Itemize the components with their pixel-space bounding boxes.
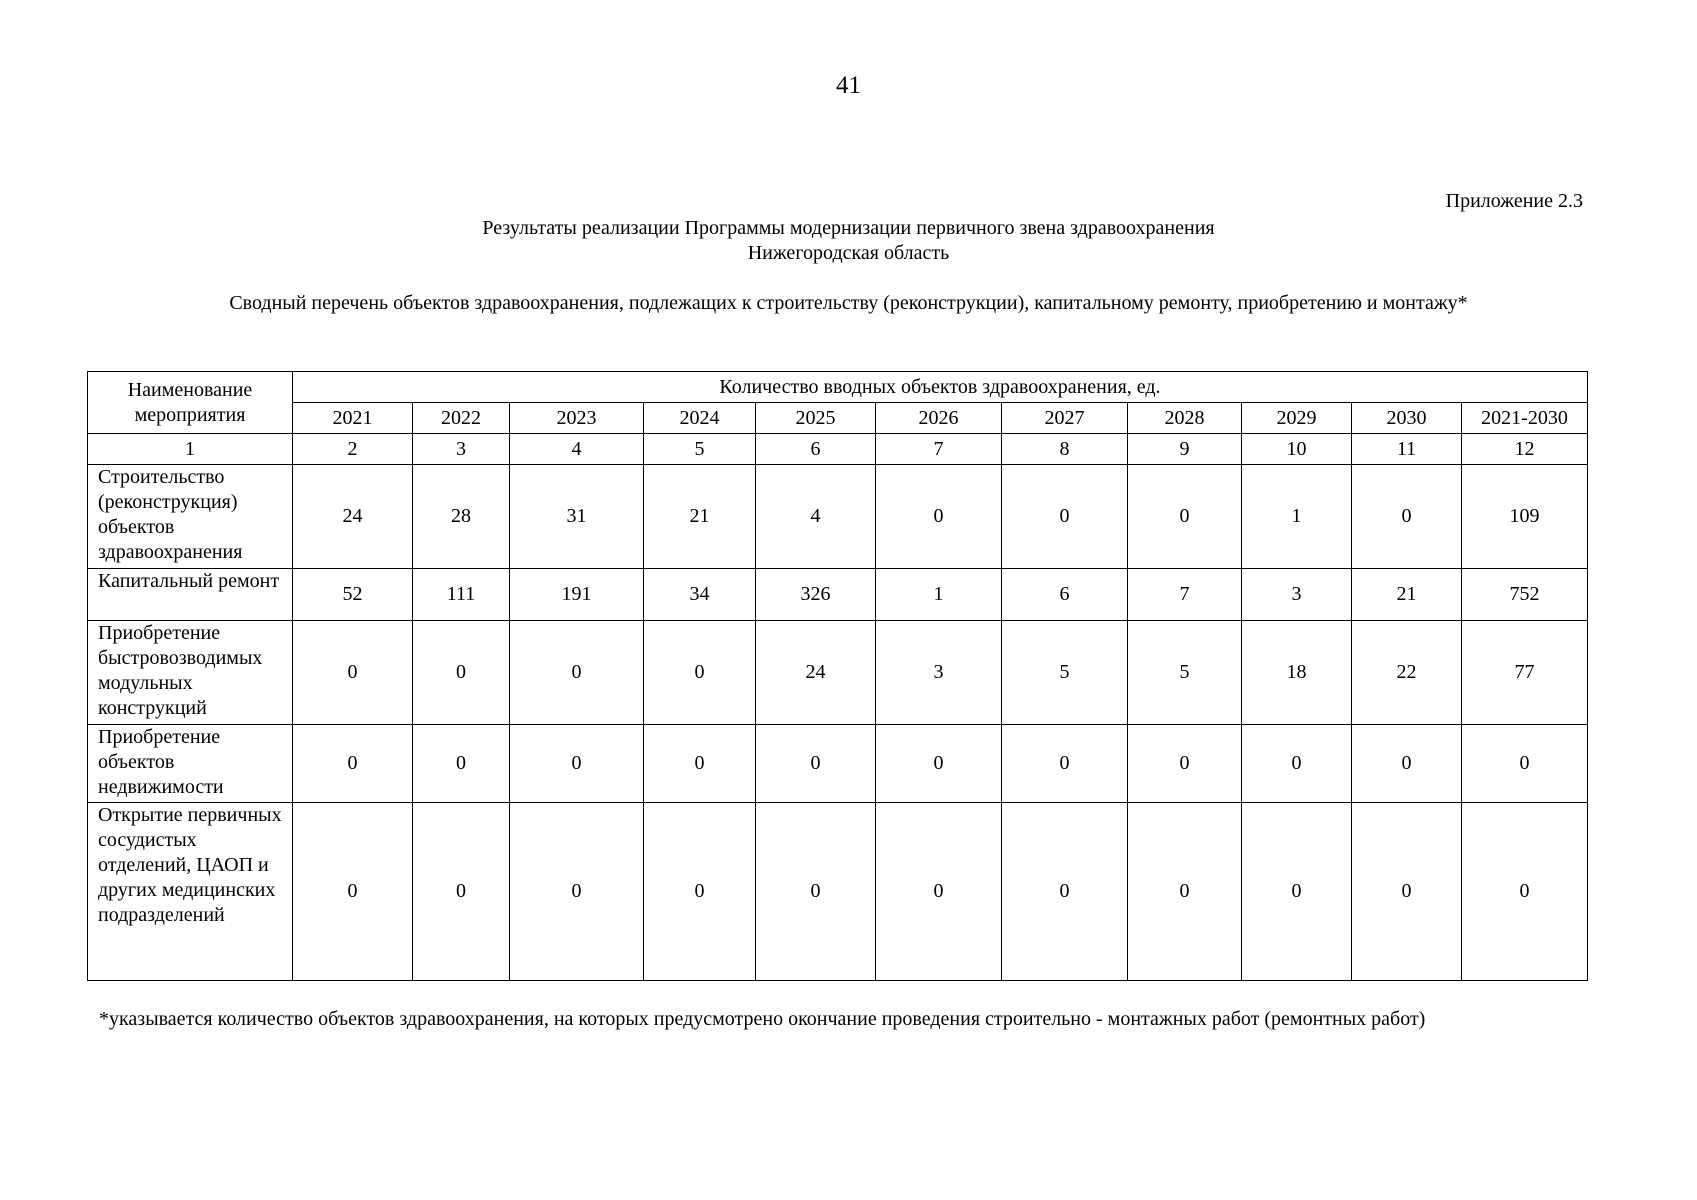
value-cell: 0: [644, 621, 756, 725]
year-header: 2022: [413, 403, 510, 434]
year-header: 2029: [1242, 403, 1352, 434]
value-cell: 326: [756, 569, 876, 621]
value-cell: 0: [644, 725, 756, 803]
value-cell: 28: [413, 465, 510, 569]
column-number: 5: [644, 434, 756, 465]
value-cell: 109: [1462, 465, 1588, 569]
column-number: 10: [1242, 434, 1352, 465]
value-cell: 31: [510, 465, 644, 569]
value-cell: 4: [756, 465, 876, 569]
column-number: 1: [88, 434, 293, 465]
value-cell: 0: [1462, 803, 1588, 981]
value-cell: 0: [413, 803, 510, 981]
summary-table: [87, 371, 1588, 981]
quantity-group-header: Количество вводных объектов здравоохранения, ед.: [293, 372, 1588, 403]
value-cell: 0: [1002, 725, 1128, 803]
activity-name-cell: Капитальный ремонт: [88, 569, 293, 621]
value-cell: 24: [756, 621, 876, 725]
document-title: Результаты реализации Программы модернизации первичного звена здравоохранения: [482, 217, 1215, 239]
year-header: 2021: [293, 403, 413, 434]
column-number: 11: [1352, 434, 1462, 465]
column-number-row: [88, 434, 1588, 465]
year-header: 2030: [1352, 403, 1462, 434]
value-cell: 21: [1352, 569, 1462, 621]
value-cell: 1: [1242, 465, 1352, 569]
region-name: Нижегородская область: [747, 242, 950, 264]
value-cell: 6: [1002, 569, 1128, 621]
table-row: [88, 621, 1588, 725]
column-number: 7: [876, 434, 1002, 465]
value-cell: 0: [510, 803, 644, 981]
value-cell: 77: [1462, 621, 1588, 725]
value-cell: 0: [1352, 465, 1462, 569]
value-cell: 0: [293, 803, 413, 981]
appendix-label: Приложение 2.3: [1445, 190, 1583, 212]
value-cell: 0: [1128, 465, 1242, 569]
value-cell: 0: [1352, 725, 1462, 803]
value-cell: 0: [1128, 803, 1242, 981]
value-cell: 111: [413, 569, 510, 621]
value-cell: 24: [293, 465, 413, 569]
table-row: [88, 569, 1588, 621]
value-cell: 0: [293, 725, 413, 803]
value-cell: 191: [510, 569, 644, 621]
year-header: 2028: [1128, 403, 1242, 434]
activity-name-cell: Открытие первичных сосудистых отделений, ЦАОП и других медицинских подразделений: [88, 803, 293, 981]
value-cell: 5: [1128, 621, 1242, 725]
value-cell: 21: [644, 465, 756, 569]
value-cell: 0: [413, 621, 510, 725]
activity-name-cell: Приобретение быстровозводимых модульных конструкций: [88, 621, 293, 725]
value-cell: 0: [1002, 465, 1128, 569]
table-row: [88, 803, 1588, 981]
table-row: [88, 725, 1588, 803]
table-subtitle: Сводный перечень объектов здравоохранения, подлежащих к строительству (реконструкции), капитальному ремонту, приобретению и монтажу*: [229, 292, 1468, 314]
year-header: 2021-2030: [1462, 403, 1588, 434]
value-cell: 0: [510, 725, 644, 803]
value-cell: 1: [876, 569, 1002, 621]
value-cell: 0: [510, 621, 644, 725]
value-cell: 752: [1462, 569, 1588, 621]
column-number: 9: [1128, 434, 1242, 465]
year-header: 2025: [756, 403, 876, 434]
value-cell: 0: [293, 621, 413, 725]
column-number: 6: [756, 434, 876, 465]
value-cell: 0: [1242, 725, 1352, 803]
column-number: 2: [293, 434, 413, 465]
value-cell: 0: [1242, 803, 1352, 981]
value-cell: 34: [644, 569, 756, 621]
page-number: 41: [836, 72, 861, 99]
value-cell: 0: [644, 803, 756, 981]
table-row: [88, 465, 1588, 569]
value-cell: 0: [756, 803, 876, 981]
value-cell: 0: [876, 725, 1002, 803]
value-cell: 22: [1352, 621, 1462, 725]
value-cell: 5: [1002, 621, 1128, 725]
value-cell: 0: [1002, 803, 1128, 981]
value-cell: 7: [1128, 569, 1242, 621]
value-cell: 0: [876, 465, 1002, 569]
value-cell: 0: [1462, 725, 1588, 803]
value-cell: 0: [756, 725, 876, 803]
year-header: 2023: [510, 403, 644, 434]
year-header: 2024: [644, 403, 756, 434]
group-header-row: [88, 372, 1588, 403]
activity-name-cell: Строительство (реконструкция) объектов здравоохранения: [88, 465, 293, 569]
value-cell: 3: [1242, 569, 1352, 621]
value-cell: 0: [1128, 725, 1242, 803]
column-number: 12: [1462, 434, 1588, 465]
column-number: 4: [510, 434, 644, 465]
footnote: *указывается количество объектов здравоохранения, на которых предусмотрено окончание проведения строительно - монтажных работ (ремонтных работ): [99, 1008, 1426, 1030]
value-cell: 0: [413, 725, 510, 803]
name-column-header: Наименование мероприятия: [88, 372, 293, 434]
value-cell: 18: [1242, 621, 1352, 725]
activity-name-cell: Приобретение объектов недвижимости: [88, 725, 293, 803]
column-number: 8: [1002, 434, 1128, 465]
year-header: 2026: [876, 403, 1002, 434]
value-cell: 0: [1352, 803, 1462, 981]
year-header: 2027: [1002, 403, 1128, 434]
value-cell: 3: [876, 621, 1002, 725]
column-number: 3: [413, 434, 510, 465]
value-cell: 0: [876, 803, 1002, 981]
value-cell: 52: [293, 569, 413, 621]
years-header-row: [88, 403, 1588, 434]
